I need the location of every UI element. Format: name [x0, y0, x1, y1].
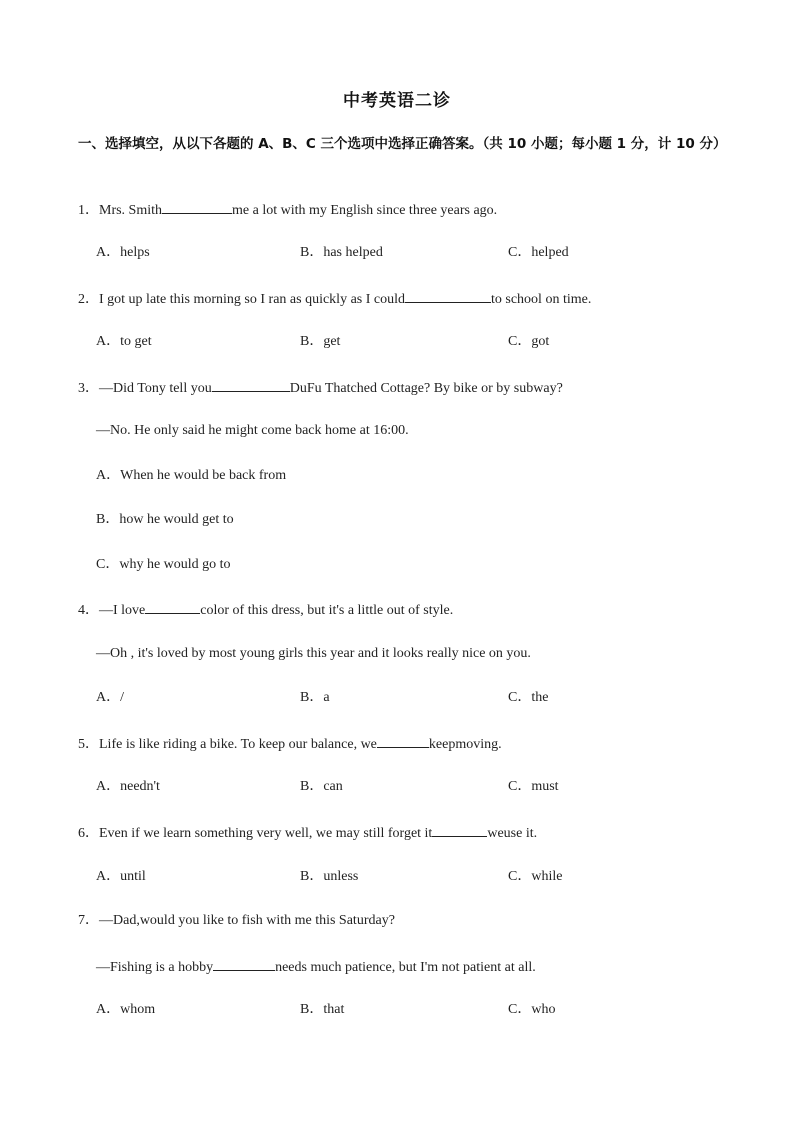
- question-7-reply: [96, 957, 536, 977]
- stem-text: Life is like riding a bike. To keep our balance, we: [99, 737, 377, 752]
- question-3-stem: [78, 378, 563, 398]
- option-c: C．why he would go to: [96, 557, 231, 572]
- option-b: B．that: [300, 1002, 345, 1017]
- stem-text: —Dad,would you like to fish with me this Saturday?: [99, 913, 395, 928]
- option-c: C．who: [508, 1002, 556, 1017]
- stem-text: to school on time.: [491, 292, 592, 307]
- question-number: 1．: [78, 203, 99, 218]
- answer-blank: [213, 957, 275, 971]
- option-a: A．until: [96, 869, 146, 884]
- question-3-reply: —No. He only said he might come back home at 16:00.: [96, 423, 409, 438]
- option-c: C．must: [508, 779, 559, 794]
- question-7-stem: [78, 912, 395, 930]
- question-4-reply: —Oh , it's loved by most young girls this year and it looks really nice on you.: [96, 646, 531, 661]
- question-number: 7．: [78, 913, 99, 928]
- question-4-stem: [78, 600, 453, 620]
- question-number: 4．: [78, 603, 99, 618]
- stem-text: weuse it.: [487, 826, 538, 841]
- answer-blank: [377, 734, 429, 748]
- answer-blank: [145, 600, 200, 614]
- answer-blank: [405, 289, 491, 303]
- option-a: A．/: [96, 690, 124, 705]
- stem-text: I got up late this morning so I ran as quickly as I could: [99, 292, 405, 307]
- option-a: A．needn't: [96, 779, 160, 794]
- option-b: B．unless: [300, 869, 359, 884]
- option-c: C．while: [508, 869, 563, 884]
- stem-text: —Did Tony tell you: [99, 381, 212, 396]
- option-a: A．When he would be back from: [96, 468, 287, 483]
- question-2-stem: [78, 289, 591, 309]
- option-c: C．helped: [508, 245, 569, 260]
- question-5-stem: [78, 734, 502, 754]
- page-title: 中考英语二诊: [343, 91, 451, 111]
- stem-text: me a lot with my English since three years ago.: [232, 203, 498, 218]
- stem-text: Mrs. Smith: [99, 203, 163, 218]
- option-a: A．to get: [96, 334, 152, 349]
- question-6-stem: [78, 823, 537, 843]
- stem-text: Even if we learn something very well, we may still forget it: [99, 826, 433, 841]
- answer-blank: [432, 823, 487, 837]
- option-b: B．a: [300, 690, 330, 705]
- question-number: 5．: [78, 737, 99, 752]
- question-number: 2．: [78, 292, 99, 307]
- stem-text: —I love: [99, 603, 146, 618]
- stem-text: DuFu Thatched Cottage? By bike or by subway?: [289, 381, 563, 396]
- option-b: B．get: [300, 334, 341, 349]
- answer-blank: [212, 378, 290, 392]
- reply-text: needs much patience, but I'm not patient at all.: [275, 960, 536, 975]
- option-c: C．the: [508, 690, 549, 705]
- option-c: C．got: [508, 334, 550, 349]
- question-number: 3．: [78, 381, 99, 396]
- question-number: 6．: [78, 826, 99, 841]
- stem-text: color of this dress, but it's a little out of style.: [200, 603, 454, 618]
- option-b: B．has helped: [300, 245, 383, 260]
- option-b: B．can: [300, 779, 343, 794]
- option-a: A．helps: [96, 245, 150, 260]
- reply-text: —Fishing is a hobby: [96, 960, 214, 975]
- answer-blank: [162, 200, 232, 214]
- option-a: A．whom: [96, 1002, 156, 1017]
- stem-text: keepmoving.: [428, 737, 502, 752]
- section-heading: 一、选择填空，从以下各题的 A、B、C 三个选项中选择正确答案。（共 10 小题；每小题 1 分，计 10 分）: [78, 136, 727, 152]
- question-1-stem: [78, 200, 497, 220]
- option-b: B．how he would get to: [96, 512, 234, 527]
